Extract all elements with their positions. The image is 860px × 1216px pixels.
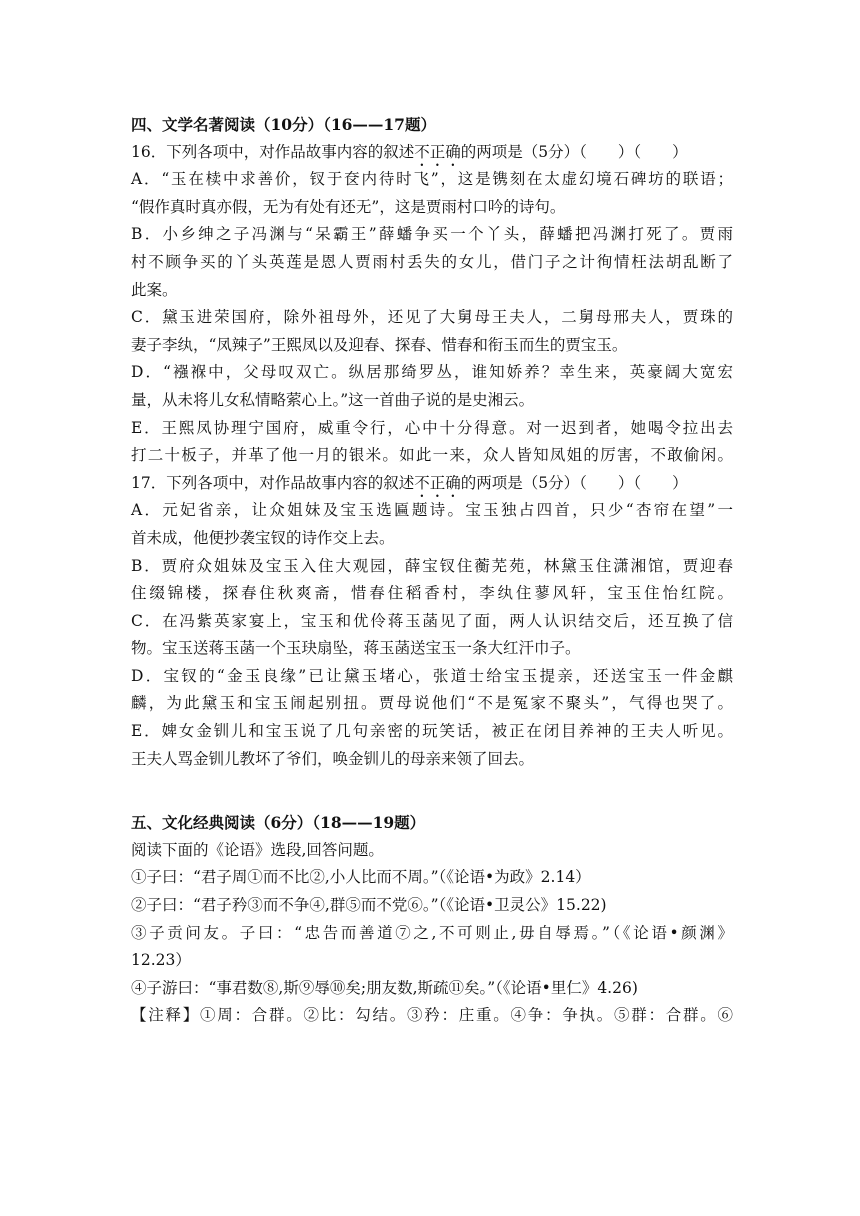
q17-line: 首未成，他便抄袭宝钗的诗作交上去。 (131, 528, 395, 547)
q17-line: 王夫人骂金钏儿教坏了爷们，唤金钏儿的母亲来领了回去。 (131, 749, 535, 768)
q17-line: E．婢女金钏儿和宝玉说了几句亲密的玩笑话，被正在闭目养神的王夫人听见。 (131, 722, 733, 741)
q17-line: 物。宝玉送蒋玉菡一个玉玦扇坠，蒋玉菡送宝玉一条大红汗巾子。 (131, 639, 581, 658)
section-heading-literature: 四、文学名著阅读（10分）（16——17题） (131, 115, 436, 134)
q16-line: 量，从未将儿女私情略萦心上。”这一首曲子说的是史湘云。 (131, 390, 535, 409)
q16-line: A．“玉在椟中求善价，钗于奁内待时飞”，这是镌刻在太虚幻境石碑坊的联语； (131, 170, 733, 189)
q16-line: 妻子李纨，“凤辣子”王熙凤以及迎春、探春、惜春和衔玉而生的贾宝玉。 (131, 335, 628, 354)
q17-line: B．贾府众姐妹及宝玉入住大观园，薛宝钗住蘅芜苑，林黛玉住潇湘馆，贾迎春 (131, 556, 733, 575)
q16-line: E．王熙凤协理宁国府，威重令行，心中十分得意。对一迟到者，她喝令拉出去 (131, 418, 733, 437)
q17-line: 住缀锦楼，探春住秋爽斋，惜春住稻香村，李纨住蓼风轩，宝玉住怡红院。 (131, 584, 733, 603)
q16-line: 此案。 (131, 280, 178, 299)
q16-line: B．小乡绅之子冯渊与“呆霸王”薛蟠争买一个丫头，薛蟠把冯渊打死了。贾雨 (131, 225, 733, 244)
question-16-stem: 16．下列各项中，对作品故事内容的叙述不正确的两项是（5分）（ ）（ ） (131, 142, 688, 161)
annotation-line: 【注释】①周：合群。②比：勾结。③矜：庄重。④争：争执。⑤群：合群。⑥ (131, 1006, 733, 1025)
emphasis-not-correct: 不正确 (414, 473, 461, 492)
analects-passage: ②子曰：“君子矜③而不争④,群⑤而不党⑥。”（《论语•卫灵公》15.22) (131, 896, 607, 915)
q16-line: 村不顾争买的丫头英莲是恩人贾雨村丢失的女儿，借门子之计徇情枉法胡乱断了 (131, 252, 733, 271)
section-heading-classics: 五、文化经典阅读（6分）（18——19题） (131, 813, 426, 833)
section-spacer (131, 773, 733, 809)
analects-passage: ④子游曰：“事君数⑧,斯⑨辱⑩矣;朋友数,斯疏⑪矣。”（《论语•里仁》4.26) (131, 978, 638, 997)
q17-line: 麟，为此黛玉和宝玉闹起别扭。贾母说他们“不是冤家不聚头”，气得也哭了。 (131, 694, 733, 713)
analects-passage: ①子曰：“君子周①而不比②,小人比而不周。”（《论语•为政》2.14） (131, 868, 591, 887)
q17-line: D．宝钗的“金玉良缘”已让黛玉堵心，张道士给宝玉提亲，还送宝玉一件金麒 (131, 666, 733, 685)
q16-line: “假作真时真亦假，无为有处有还无”，这是贾雨村口吟的诗句。 (131, 197, 566, 216)
document-body (131, 111, 733, 1030)
q17-line: A．元妃省亲，让众姐妹及宝玉选匾题诗。宝玉独占四首，只少“杏帘在望”一 (131, 501, 733, 520)
question-17-stem: 17．下列各项中，对作品故事内容的叙述不正确的两项是（5分）（ ）（ ） (131, 473, 688, 492)
analects-passage: 12.23） (131, 951, 191, 970)
analects-passage: ③子贡问友。子曰：“忠告而善道⑦之,不可则止,毋自辱焉。”（《论语•颜渊》 (131, 923, 733, 942)
q16-line: 打二十板子，并革了他一月的银米。如此一来，众人皆知凤姐的厉害，不敢偷闲。 (131, 446, 733, 465)
q16-line: C．黛玉进荣国府，除外祖母外，还见了大舅母王夫人，二舅母邢夫人，贾珠的 (131, 308, 733, 327)
q16-line: D．“襁褓中，父母叹双亡。纵居那绮罗丛，谁知娇养？幸生来，英豪阔大宽宏 (131, 363, 733, 382)
reading-intro: 阅读下面的《论语》选段,回答问题。 (131, 840, 384, 859)
q17-line: C．在冯紫英家宴上，宝玉和优伶蒋玉菡见了面，两人认识结交后，还互换了信 (131, 611, 733, 630)
emphasis-not-correct: 不正确 (414, 142, 461, 161)
